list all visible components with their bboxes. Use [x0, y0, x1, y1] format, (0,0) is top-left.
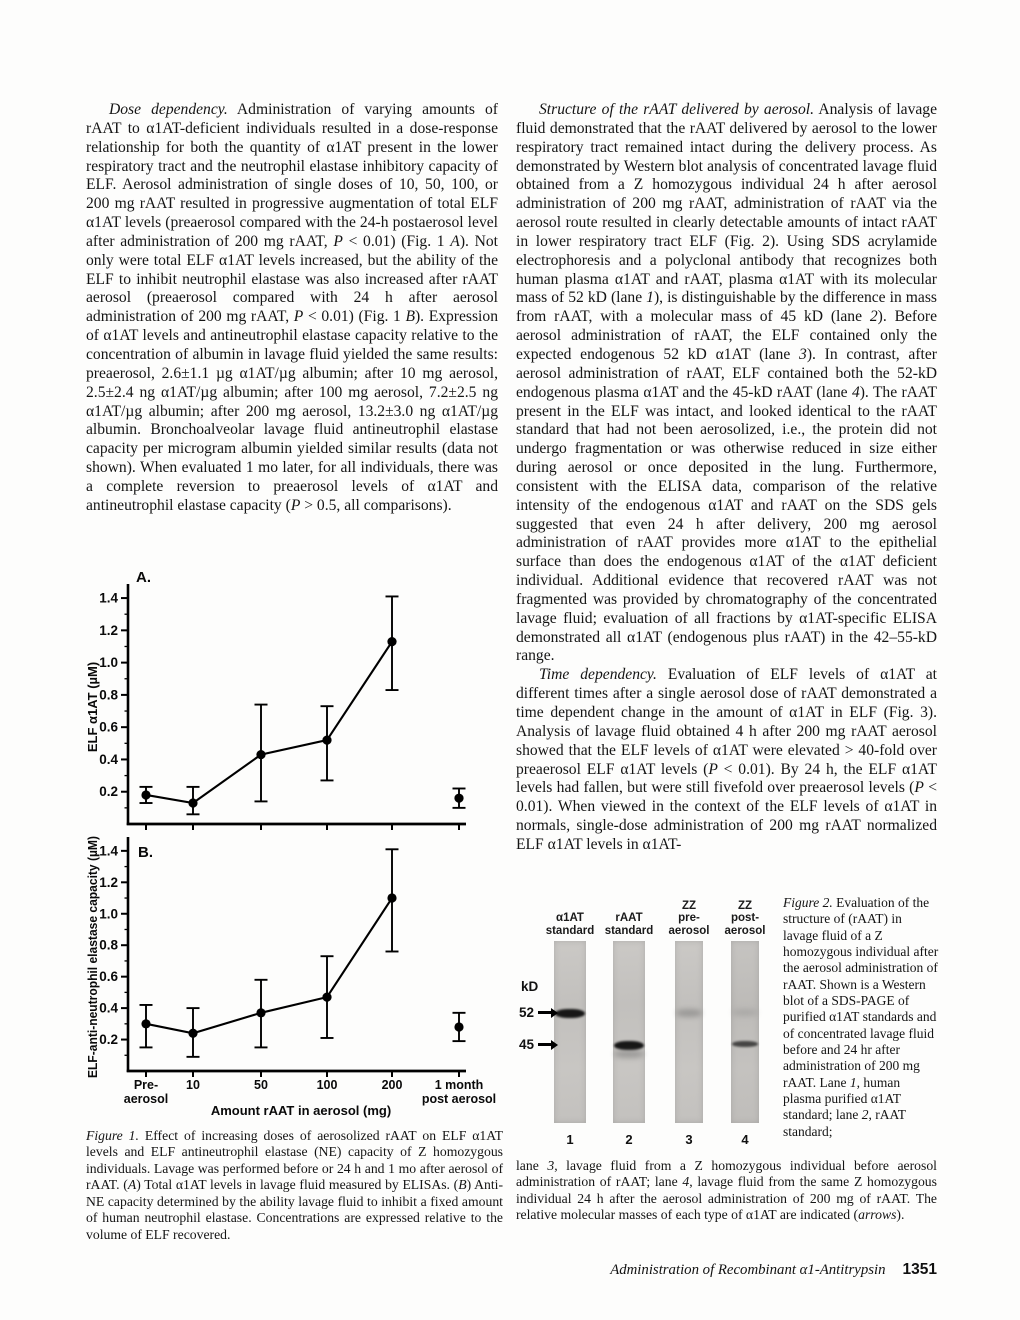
- left-column: [86, 101, 498, 516]
- data-point: [322, 992, 331, 1001]
- y-tick-label: 0.4: [99, 1000, 118, 1016]
- data-point: [188, 798, 197, 807]
- kd-marker-value: 45: [519, 1037, 535, 1052]
- arrow-right-icon: [538, 1043, 552, 1046]
- lane-2-header: rAAT standard: [604, 912, 654, 937]
- y-axis-title: ELF α1AT (µM): [85, 661, 100, 753]
- y-tick-label: 1.0: [99, 906, 118, 922]
- page-number: 1351: [902, 1261, 937, 1278]
- page-footer: [516, 1261, 937, 1279]
- data-point: [256, 750, 265, 759]
- kd-marker-value: 52: [519, 1005, 535, 1020]
- data-point: [256, 1008, 265, 1017]
- gel-lane-3: [675, 941, 703, 1123]
- lane-number: 4: [741, 1132, 749, 1147]
- lane-4-header: ZZ post- aerosol: [724, 899, 766, 937]
- figure1-caption: Figure 1. Effect of increasing doses of aerosolized rAAT on ELF α1AT levels and ELF antineutrophil elastase (NE) capacity of Z homozygous individuals. Lavage was performed before or 24 h and 1 mo after aerosol of rAAT. (A) Total α1AT levels in lavage fluid measured by ELISAs. (B) Anti-NE capacity determined by the ability lavage fluid to inhibit a fixed amount of human neutrophil elastase. Concentrations are expressed relative to the volume of ELF recovered.: [86, 1128, 503, 1242]
- lane-number: 1: [566, 1132, 574, 1147]
- data-point: [141, 790, 150, 799]
- y-tick-label: 0.2: [99, 784, 118, 800]
- structure-paragraph: Structure of the rAAT delivered by aerosol. Analysis of lavage fluid demonstrated that the rAAT delivered by aerosol to the lower respiratory tract remained intact during the delivery process. As demonstrated by Western blot analysis of concentrated lavage fluid obtained from a Z homozygous individual 24 h after aerosol administration of 200 mg rAAT, administration of rAAT via the aerosol route resulted in clearly detectable amounts of intact rAAT in lower respiratory tract ELF (Fig. 2). Using SDS acrylamide electrophoresis and a polyclonal antibody that recognizes both human plasma α1AT and rAAT, plasma α1AT with its molecular mass of 52 kD (lane 1), is distinguishable by the difference in mass from rAAT, with a molecular mass of 45 kD (lane 2). Before aerosol administration of rAAT, the ELF contained only the expected endogenous 52 kD α1AT (lane 3). In contrast, after aerosol administration of rAAT, ELF contained both the 52-kD endogenous plasma α1AT and the 45-kD rAAT (lane 4). The rAAT present in the ELF was intact, and looked identical to the rAAT standard that had not been aerosolized, i.e., the protein did not undergo fragmentation or was otherwise reduced in size either during aerosol or once deposited in the lung. Furthermore, consistent with the ELISA data, comparison of the relative intensity of the endogenous α1AT and rAAT on the SDS gels suggested that even 24 h after delivery, 200 mg aerosol administration of rAAT provides more α1AT to the epithelial surface than does the endogenous α1AT of the α1AT deficient individual. Additional evidence that recovered rAAT was not fragmented was provided by chromatography of the concentrated lavage fluid; evaluation of all fractions by α1AT-specific ELISA demonstrated all α1AT (endogenous plus rAAT) in the 42–55-kD range.: [516, 101, 938, 665]
- data-point: [387, 637, 396, 646]
- protein-band-52kd: [555, 1009, 585, 1018]
- figure2-caption-side: Figure 2. Evaluation of the structure of (rAAT) in lavage fluid of a Z homozygous individual after the aerosol administration of rAAT. Shown is a Western blot of a SDS-PAGE of purified α1AT standards and of concentrated lavage fluid before and 24 hr after administration of 200 mg rAAT. Lane 1, human plasma purified α1AT standard; lane 2, rAAT standard;: [783, 895, 939, 1139]
- y-axis-title: ELF-anti-neutrophil elastase capacity (µM): [85, 816, 100, 1078]
- data-point: [188, 1029, 197, 1038]
- data-line: [146, 642, 392, 803]
- data-point: [387, 893, 396, 902]
- data-line: [146, 898, 392, 1033]
- running-title: Administration of Recombinant α1-Antitrypsin: [610, 1262, 886, 1278]
- lane-number: 2: [625, 1132, 633, 1147]
- y-tick-label: 1.4: [99, 843, 118, 859]
- data-point: [141, 1019, 150, 1028]
- figure2-blot: [516, 893, 784, 1165]
- lane-3-header: ZZ pre- aerosol: [668, 899, 710, 937]
- data-point: [454, 794, 463, 803]
- data-point: [454, 1022, 463, 1031]
- protein-band-52kd: [676, 1009, 702, 1017]
- data-point: [322, 735, 331, 744]
- gel-lane-4: [731, 941, 759, 1123]
- y-tick-label: 0.8: [99, 687, 118, 703]
- y-tick-label: 1.4: [99, 590, 118, 606]
- time-dependency-paragraph: Time dependency. Evaluation of ELF levels of α1AT at different times after a single aerosol dose of rAAT demonstrated a time dependent change in the amount of α1AT in ELF (Fig. 3). Analysis of lavage fluid obtained 4 h after 200 mg rAAT aerosol showed that the ELF levels of α1AT were elevated > 40-fold over preaerosol ELF α1AT levels (P < 0.01). By 24 h, the ELF α1AT levels had fallen, but were still fivefold over preaerosol levels (P < 0.01). When viewed in the context of the ELF levels of α1AT in normals, single-dose administration of 200 mg rAAT normalized ELF α1AT levels in α1AT-: [516, 666, 937, 853]
- x-tick-label: 100: [316, 1078, 338, 1092]
- panel-label: A.: [136, 569, 151, 586]
- lane-1-header: α1AT standard: [545, 912, 595, 937]
- dose-dependency-paragraph: Dose dependency. Administration of varying amounts of rAAT to α1AT-deficient individuals resulted in a dose-response relationship for both the quantity of α1AT present in the lower respiratory tract and the neutrophil elastase inhibitory capacity of ELF. Aerosol administration of single doses of 10, 50, 100, or 200 mg rAAT resulted in progressive augmentation of total ELF α1AT levels (preaerosol compared with the 24-h postaerosol level after administration of 200 mg rAAT, P < 0.01) (Fig. 1 A). Not only were total ELF α1AT levels increased, but the ability of the ELF to inhibit neutrophil elastase was also increased after rAAT aerosol (preaerosol compared with 24 h after aerosol administration of 200 mg rAAT, P < 0.01) (Fig. 1 B). Expression of α1AT levels and antineutrophil elastase capacity relative to the concentration of albumin in lavage fluid yielded the same results: preaerosol, 2.6±1.1 µg α1AT/µg albumin; after 10 mg aerosol, 2.5±2.4 ng α1AT/µg albumin; after 100 mg aerosol, 7.2±2.5 ng α1AT/µg albumin; after 200 mg aerosol, 13.2±3.0 ng α1AT/µg albumin. Bronchoalveolar lavage fluid antineutrophil elastase capacity per microgram albumin yielded similar results (data not shown). When evaluated 1 mo later, for all individuals, there was a complete reversion to preaerosol levels of α1AT and antineutrophil elastase capacity (P > 0.5, all comparisons).: [86, 101, 498, 514]
- gel-lane-1: [554, 941, 586, 1123]
- x-tick-label: 50: [254, 1078, 268, 1092]
- y-tick-label: 0.4: [99, 751, 118, 767]
- x-tick-label: aerosol: [123, 1092, 169, 1106]
- figure1-chart: [85, 556, 505, 1128]
- x-tick-label: 200: [381, 1078, 403, 1092]
- kd-marker-45: [519, 1037, 558, 1052]
- kd-unit-label: kD: [521, 979, 539, 994]
- y-tick-label: 0.6: [99, 969, 118, 985]
- lane-number: 3: [685, 1132, 693, 1147]
- y-tick-label: 1.2: [99, 622, 118, 638]
- protein-band-52kd: [732, 1009, 758, 1016]
- figure2-caption-bottom: lane 3, lavage fluid from a Z homozygous individual before aerosol administration of rAAT; lane 4, lavage fluid from the same Z homozygous individual 24 h after the aerosol administration of 200 mg of rAAT. The relative molecular masses of each type of α1AT are indicated (arrows).: [516, 1158, 937, 1223]
- protein-band-45kd: [732, 1041, 758, 1047]
- x-tick-label: post aerosol: [421, 1092, 497, 1106]
- y-tick-label: 1.0: [99, 655, 118, 671]
- protein-band-43kd: [614, 1050, 644, 1058]
- y-tick-label: 0.6: [99, 719, 118, 735]
- x-tick-label: 10: [186, 1078, 200, 1092]
- gel-lane-2: [613, 941, 645, 1123]
- x-tick-label: Pre-: [133, 1078, 159, 1092]
- y-tick-label: 0.8: [99, 937, 118, 953]
- x-tick-label: 1 month: [434, 1078, 484, 1092]
- right-column: [516, 101, 937, 855]
- x-axis-title: Amount rAAT in aerosol (mg): [210, 1103, 392, 1118]
- kd-marker-52: [519, 1005, 558, 1020]
- y-tick-label: 1.2: [99, 874, 118, 890]
- panel-label: B.: [138, 844, 153, 861]
- arrow-right-icon: [538, 1011, 552, 1014]
- y-tick-label: 0.2: [99, 1032, 118, 1048]
- protein-band-45kd: [614, 1041, 644, 1050]
